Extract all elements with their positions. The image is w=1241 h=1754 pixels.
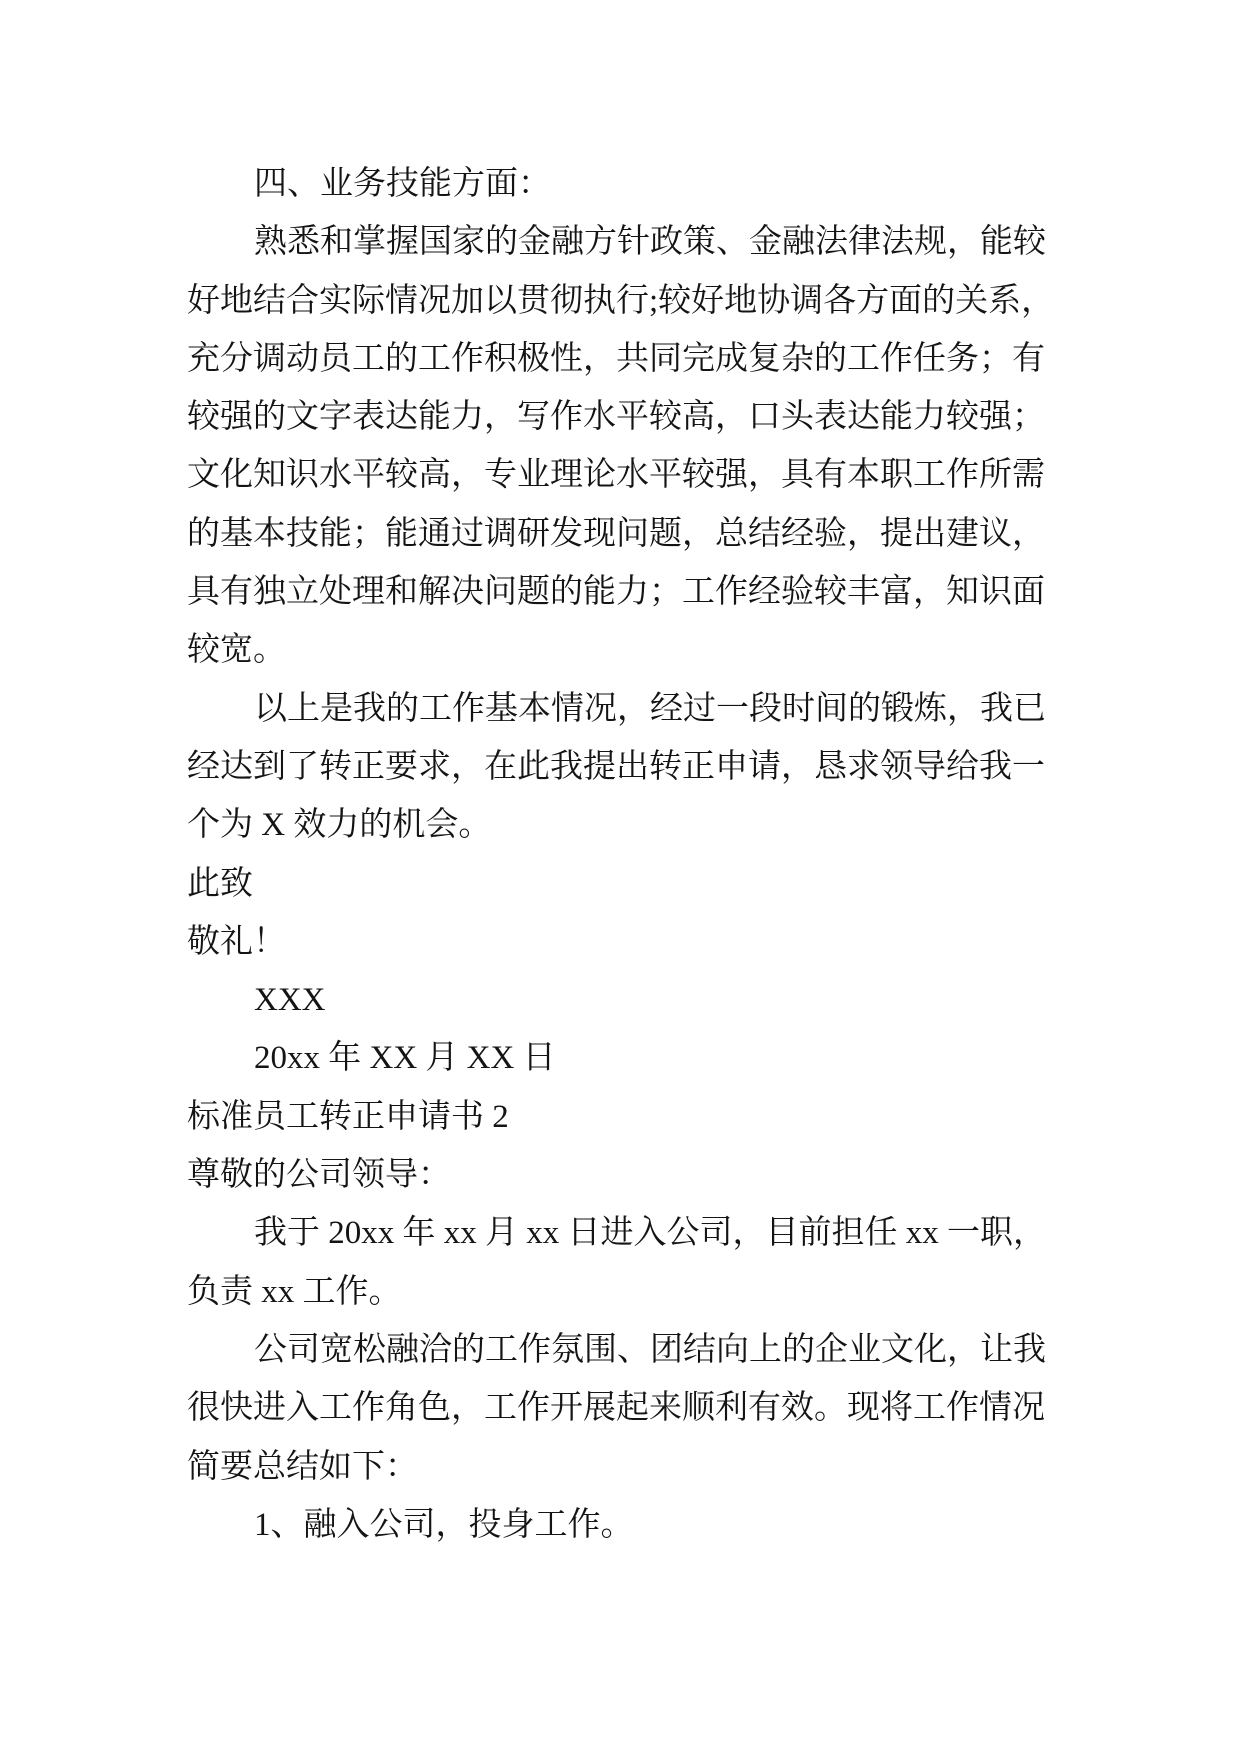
intro-paragraph	[187, 1204, 1147, 1321]
section-heading: 四、业务技能方面：	[254, 166, 551, 202]
paragraph-line: 以上是我的工作基本情况，经过一段时间的锻炼，我已	[254, 690, 1046, 727]
closing-phrase: 此致	[187, 865, 253, 902]
paragraph-line: 个为 X 效力的机会。	[187, 807, 492, 844]
paragraph-line: 具有独立处理和解决问题的能力；工作经验较丰富，知识面	[187, 574, 1045, 611]
paragraph-line: 公司宽松融洽的工作氛围、团结向上的企业文化，让我	[254, 1331, 1046, 1368]
item-heading: 1、融入公司，投身工作。	[254, 1506, 634, 1543]
document-body	[187, 155, 1147, 1554]
paragraph-line: 经达到了转正要求，在此我提出转正申请，恳求领导给我一	[187, 748, 1045, 785]
paragraph-line: 我于 20xx 年 xx 月 xx 日进入公司，目前担任 xx 一职，	[254, 1215, 1046, 1252]
skills-paragraph	[187, 213, 1147, 679]
paragraph-line: 简要总结如下：	[187, 1448, 418, 1485]
paragraph-line: 较宽。	[187, 632, 286, 669]
signature-name: XXX	[254, 982, 326, 1019]
paragraph-line: 的基本技能；能通过调研发现问题，总结经验，提出建议，	[187, 515, 1045, 552]
paragraph-line: 文化知识水平较高，专业理论水平较强，具有本职工作所需	[187, 457, 1045, 494]
paragraph-line: 熟悉和掌握国家的金融方针政策、金融法律法规，能较	[254, 224, 1046, 261]
greeting: 尊敬的公司领导：	[187, 1157, 451, 1194]
document-title: 标准员工转正申请书 2	[187, 1098, 509, 1135]
conclusion-paragraph	[187, 680, 1147, 855]
summary-paragraph	[187, 1321, 1147, 1496]
signature-date: 20xx 年 XX 月 XX 日	[254, 1040, 556, 1077]
paragraph-line: 充分调动员工的工作积极性，共同完成复杂的工作任务；有	[187, 340, 1045, 377]
salutation: 敬礼！	[187, 923, 286, 960]
paragraph-line: 负责 xx 工作。	[187, 1273, 402, 1310]
paragraph-line: 较强的文字表达能力，写作水平较高，口头表达能力较强；	[187, 399, 1045, 436]
paragraph-line: 很快进入工作角色，工作开展起来顺利有效。现将工作情况	[187, 1390, 1045, 1427]
paragraph-line: 好地结合实际情况加以贯彻执行;较好地协调各方面的关系，	[187, 282, 1055, 319]
